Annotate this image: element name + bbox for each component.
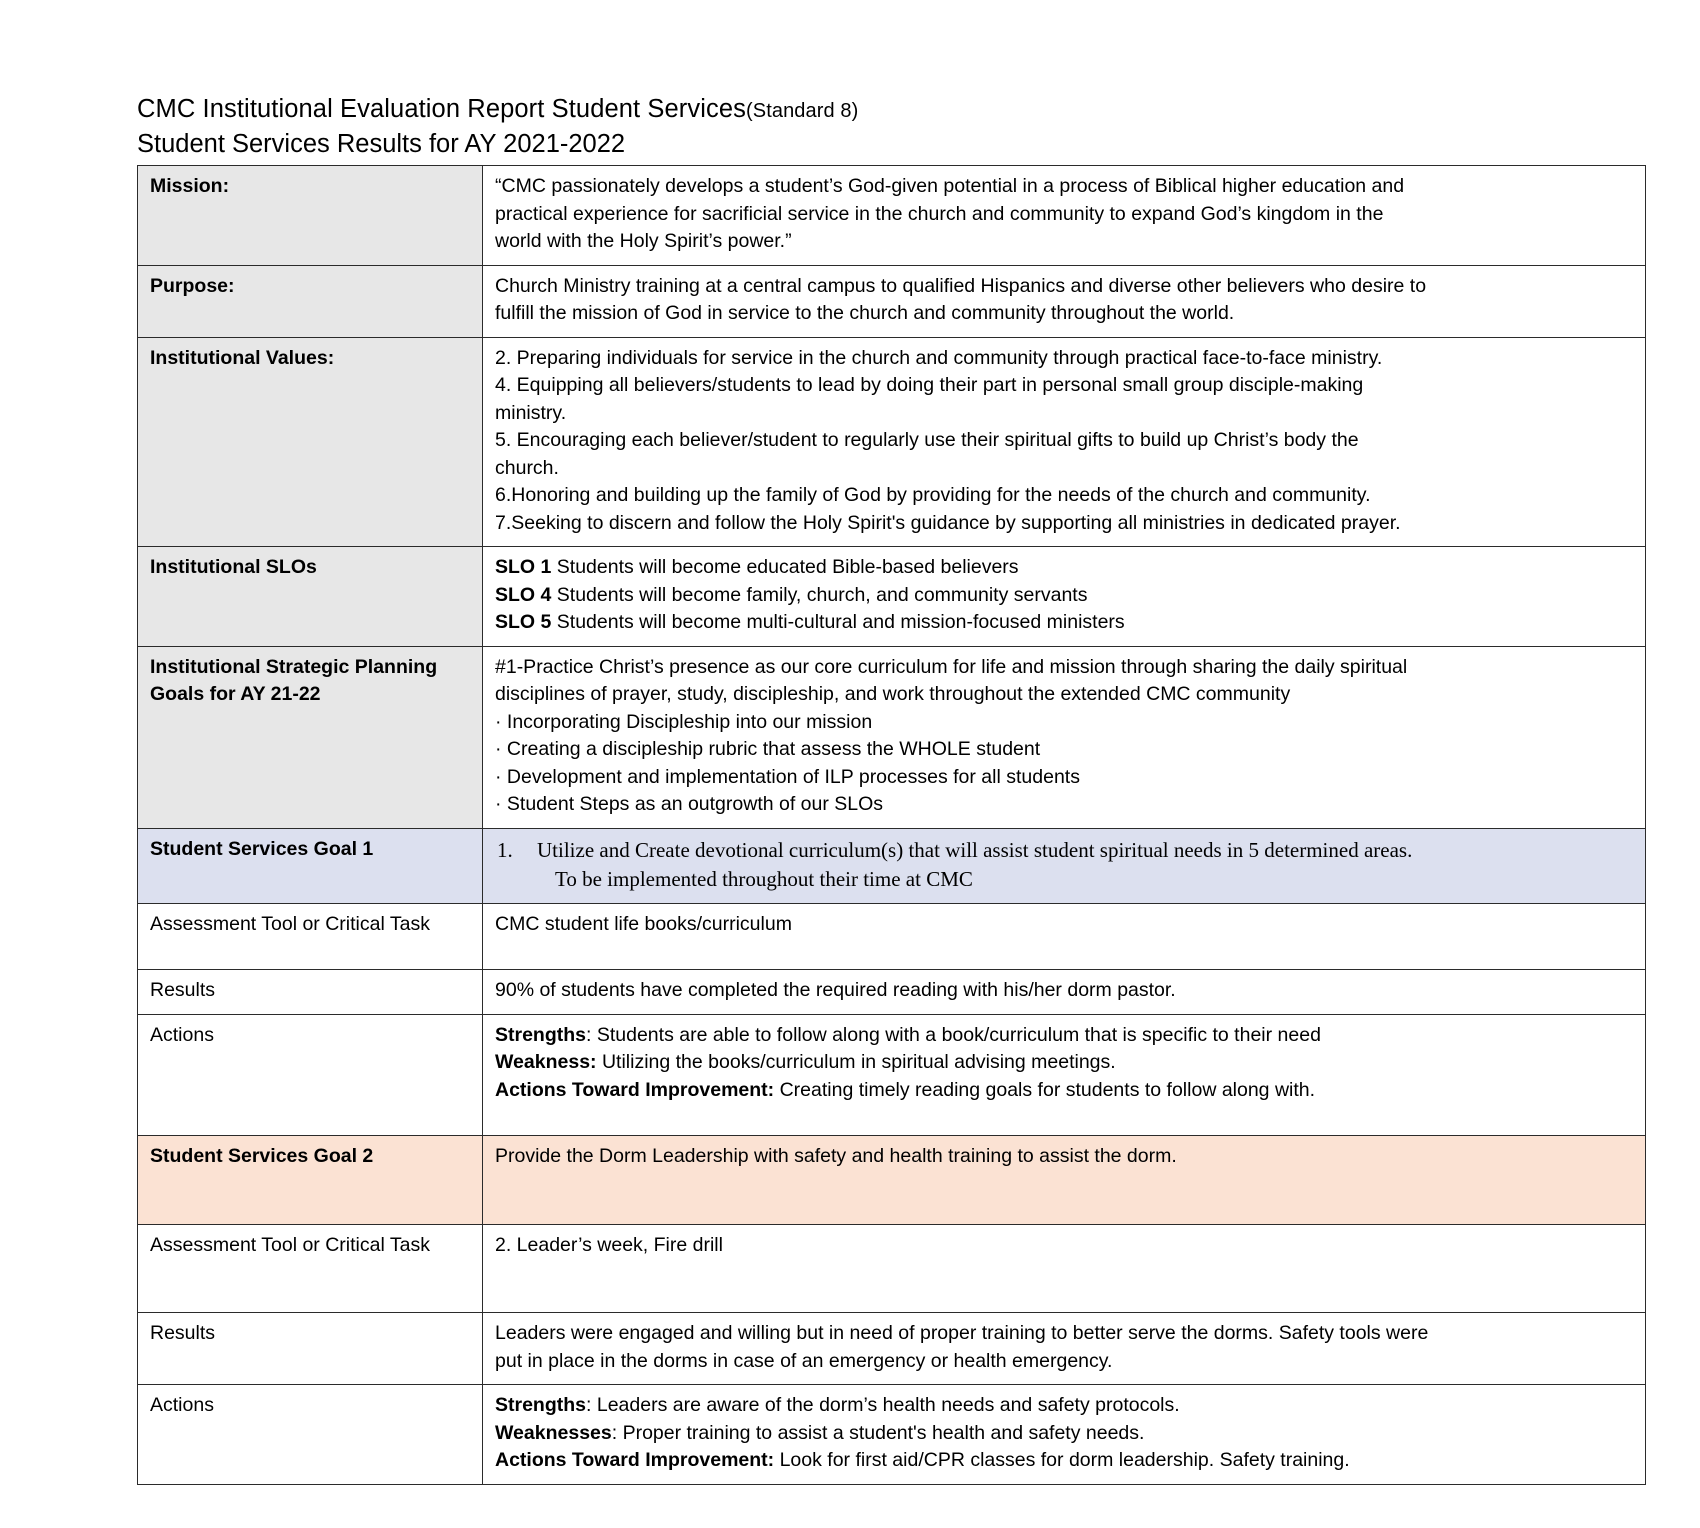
text-line: practical experience for sacrificial service in the church and community to expand God’s kingdom in the — [495, 202, 1384, 225]
row-label-mission: Mission: — [138, 166, 483, 266]
row-label-goal-2-results: Results — [138, 1313, 483, 1385]
row-content-purpose — [483, 265, 1646, 337]
row-content-goal-1-results — [483, 970, 1646, 1015]
table-row-goal-1-actions — [138, 1014, 1646, 1136]
bullet-line: · Creating a discipleship rubric that assess the WHOLE student — [495, 738, 1041, 760]
text-line: Church Ministry training at a central campus to qualified Hispanics and diverse other believers who desire to — [495, 274, 1427, 297]
row-label-goal-1-results: Results — [138, 970, 483, 1015]
bullet-line: · Student Steps as an outgrowth of our SLOs — [495, 793, 884, 815]
row-label-goal-1-assessment-tool: Assessment Tool or Critical Task — [138, 903, 483, 970]
row-content-goal-2-assessment-tool — [483, 1224, 1646, 1313]
cell-spacer — [495, 938, 1636, 960]
text-line: “CMC passionately develops a student’s God-given potential in a process of Biblical higher education and — [495, 175, 1405, 197]
action-item-label: Weakness: — [495, 1051, 597, 1073]
slo-code: SLO 1 — [495, 556, 552, 578]
label-line: Goals for AY 21-22 — [150, 683, 321, 705]
table-row-strategic-planning-goals — [138, 646, 1646, 828]
row-label-goal-2-assessment-tool: Assessment Tool or Critical Task — [138, 1224, 483, 1313]
table-row-institutional-values — [138, 337, 1646, 547]
row-label-goal-2-actions: Actions — [138, 1385, 483, 1485]
row-content-goal-1-actions — [483, 1014, 1646, 1136]
row-label-student-services-goal-2: Student Services Goal 2 — [138, 1136, 483, 1225]
student-services-results-table — [137, 165, 1646, 1485]
action-item-text: Look for first aid/CPR classes for dorm leadership. Safety training. — [774, 1449, 1350, 1471]
action-item-text: Utilizing the books/curriculum in spiritual advising meetings. — [596, 1051, 1116, 1073]
text-line: 90% of students have completed the required reading with his/her dorm pastor. — [495, 979, 1176, 1001]
row-label-strategic-planning-goals — [138, 646, 483, 828]
action-item-text: Creating timely reading goals for students to follow along with. — [774, 1078, 1316, 1101]
page-title — [137, 92, 1700, 128]
slo-text: Students will become family, church, and community servants — [551, 583, 1088, 606]
action-item — [495, 1077, 1636, 1105]
row-content-mission — [483, 166, 1646, 266]
cell-spacer — [495, 1104, 1636, 1126]
text-line: 2. Preparing individuals for service in the church and community through practical face-to-face ministry. — [495, 346, 1383, 369]
text-line: ministry. — [495, 401, 567, 424]
action-item-text: : Leaders are aware of the dorm’s health needs and safety protocols. — [586, 1394, 1180, 1416]
page-title-standard: (Standard 8) — [746, 100, 859, 122]
row-content-goal-1-assessment-tool — [483, 903, 1646, 970]
text-line: Leaders were engaged and willing but in need of proper training to better serve the dorms. Safety tools were — [495, 1322, 1429, 1344]
action-item-label: Strengths — [495, 1394, 587, 1416]
text-line: #1-Practice Christ’s presence as our core curriculum for life and mission through sharing the daily spiritual — [495, 655, 1408, 678]
row-content-institutional-values — [483, 337, 1646, 547]
table-row-goal-2-results — [138, 1313, 1646, 1385]
row-label-institutional-values: Institutional Values: — [138, 337, 483, 547]
table-row-student-services-goal-2 — [138, 1136, 1646, 1225]
goal-1-number: 1. — [497, 837, 513, 862]
action-item-label: Weaknesses — [495, 1421, 612, 1444]
bullet-line: · Development and implementation of ILP processes for all students — [495, 765, 1080, 788]
text-line: CMC student life books/curriculum — [495, 912, 792, 935]
row-content-goal-2-results — [483, 1313, 1646, 1385]
action-item-label: Actions Toward Improvement: — [495, 1449, 775, 1471]
action-item-text: : Proper training to assist a student's health and safety needs. — [611, 1421, 1145, 1444]
table-row-goal-2-actions — [138, 1385, 1646, 1485]
action-item — [495, 1022, 1636, 1050]
text-line: Provide the Dorm Leadership with safety and health training to assist the dorm. — [495, 1145, 1177, 1167]
slo-item — [495, 609, 1636, 637]
row-content-goal-2-actions — [483, 1385, 1646, 1485]
page-title-main: CMC Institutional Evaluation Report Student Services — [137, 95, 746, 123]
text-line: put in place in the dorms in case of an emergency or health emergency. — [495, 1349, 1113, 1372]
row-content-student-services-goal-2 — [483, 1136, 1646, 1225]
text-line: 4. Equipping all believers/students to lead by doing their part in personal small group disciple-making — [495, 374, 1364, 396]
table-row-purpose — [138, 265, 1646, 337]
slo-text: Students will become multi-cultural and mission-focused ministers — [551, 611, 1125, 633]
page-subtitle: Student Services Results for AY 2021-2022 — [137, 130, 626, 158]
slo-item — [495, 554, 1636, 582]
action-item-text: : Students are able to follow along with a book/curriculum that is specific to their need — [586, 1023, 1321, 1046]
table-row-goal-1-assessment-tool — [138, 903, 1646, 970]
action-item — [495, 1392, 1636, 1420]
row-label-purpose: Purpose: — [138, 265, 483, 337]
text-line: 5. Encouraging each believer/student to regularly use their spiritual gifts to build up Christ’s body the — [495, 429, 1359, 451]
text-line: fulfill the mission of God in service to the church and community throughout the world. — [495, 302, 1235, 324]
row-content-institutional-slos — [483, 547, 1646, 647]
row-label-institutional-slos: Institutional SLOs — [138, 547, 483, 647]
slo-code: SLO 4 — [495, 583, 552, 606]
text-line: 6.Honoring and building up the family of God by providing for the needs of the church and community. — [495, 484, 1371, 506]
table-row-student-services-goal-1 — [138, 828, 1646, 903]
action-item-label: Strengths — [495, 1023, 587, 1046]
table-row-institutional-slos — [138, 547, 1646, 647]
text-line: 7.Seeking to discern and follow the Holy Spirit's guidance by supporting all ministries in dedicated prayer. — [495, 511, 1401, 534]
table-row-goal-1-results — [138, 970, 1646, 1015]
action-item — [495, 1420, 1636, 1448]
cell-spacer — [495, 1259, 1636, 1303]
goal-1-text-continued: To be implemented throughout their time at CMC — [555, 866, 973, 891]
slo-text: Students will become educated Bible-based believers — [551, 556, 1019, 578]
action-item-label: Actions Toward Improvement: — [495, 1078, 775, 1101]
table-row-mission — [138, 166, 1646, 266]
row-content-strategic-planning-goals — [483, 646, 1646, 828]
table-row-goal-2-assessment-tool — [138, 1224, 1646, 1313]
slo-item — [495, 582, 1636, 610]
row-content-student-services-goal-1 — [483, 828, 1646, 903]
bullet-line: · Incorporating Discipleship into our mission — [495, 710, 873, 733]
text-line: 2. Leader’s week, Fire drill — [495, 1233, 723, 1256]
slo-code: SLO 5 — [495, 611, 552, 633]
text-line: church. — [495, 456, 559, 479]
action-item — [495, 1447, 1636, 1475]
row-label-student-services-goal-1: Student Services Goal 1 — [138, 828, 483, 903]
action-item — [495, 1049, 1636, 1077]
label-line: Institutional Strategic Planning — [150, 655, 438, 678]
cell-spacer — [495, 1171, 1636, 1215]
goal-1-text: Utilize and Create devotional curriculum(s) that will assist student spiritual needs in 5 determined areas. — [537, 837, 1413, 862]
goal-1-numbered-item — [495, 836, 1636, 894]
text-line: world with the Holy Spirit’s power.” — [495, 230, 792, 252]
row-label-goal-1-actions: Actions — [138, 1014, 483, 1136]
text-line: disciplines of prayer, study, discipleship, and work throughout the extended CMC community — [495, 683, 1291, 705]
